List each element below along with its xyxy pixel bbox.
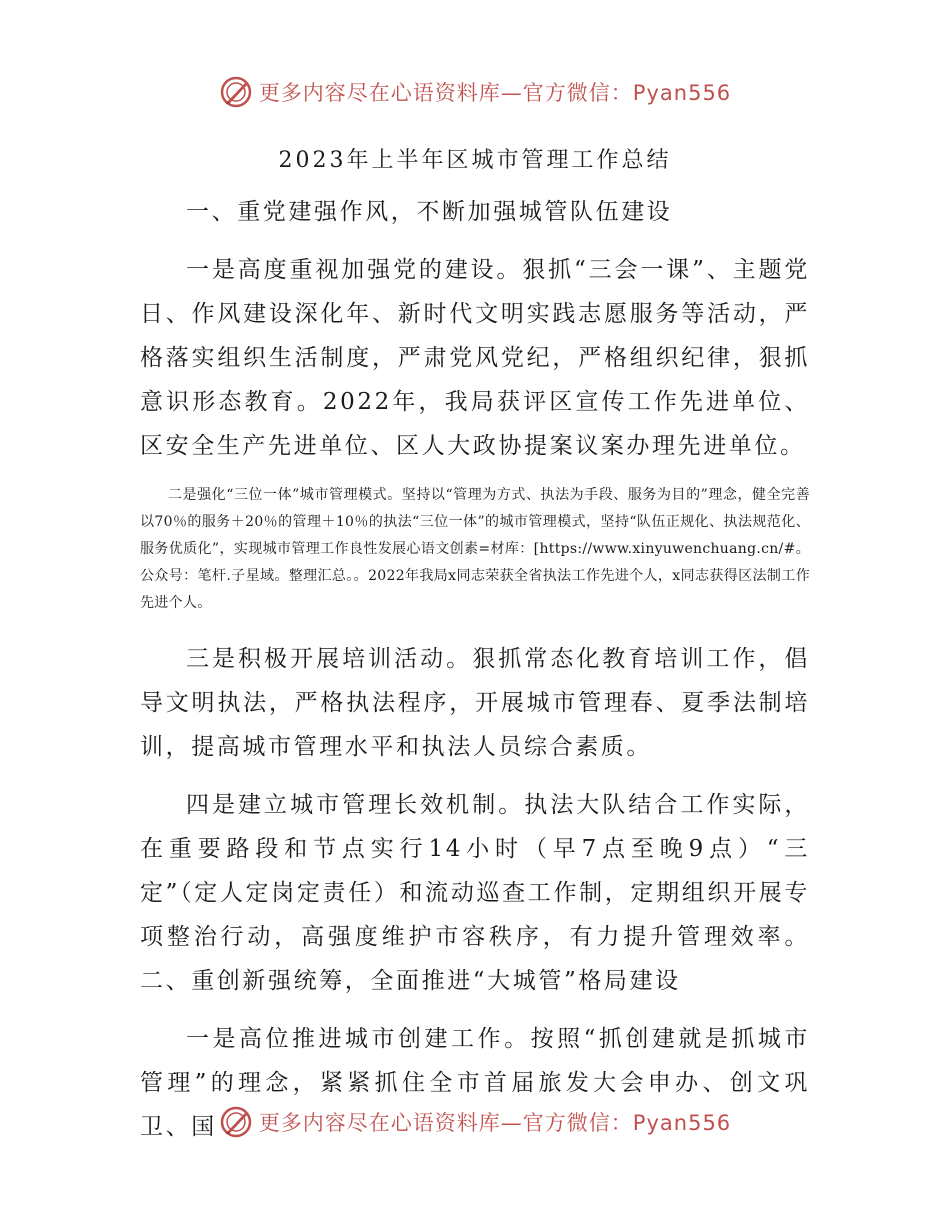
footer-banner xyxy=(0,1100,950,1144)
document-title: 2023年上半年区城市管理工作总结 xyxy=(278,148,672,173)
pen-circle-logo-icon xyxy=(219,75,253,109)
pen-circle-logo-icon xyxy=(219,1105,253,1139)
section-heading: 一、重党建强作风，不断加强城管队伍建设 xyxy=(186,199,673,225)
document-body xyxy=(140,190,810,1163)
paragraph-3: 三是积极开展培训活动。狠抓常态化教育培训工作，倡导文明执法，严格执法程序，开展城市管理春、夏季法制培训，提高城市管理水平和执法人员综合素质。 xyxy=(140,646,810,760)
banner-text: 更多内容尽在心语资料库—官方微信：Pyan556 xyxy=(258,1111,732,1135)
paragraph-4: 四是建立城市管理长效机制。执法大队结合工作实际，在重要路段和节点实行14小时（早7点至晚9点）“三定”（定人定岗定责任）和流动巡查工作制，定期组织开展专项整治行动，高强度维护市容秩序，有力提升管理效率。二、重创新强统筹，全面推进“大城管”格局建设 xyxy=(140,792,810,994)
paragraph-2: 二是强化“三位一体”城市管理模式。坚持以“管理为方式、执法为手段、服务为目的”理念，健全完善以70％的服务＋20％的管理＋10％的执法“三位一体”的城市管理模式，坚持“队伍正规化、执法规范化、服务优质化”，实现城市管理工作良性发展心语文创素=材库：[https://www.xinyuwenchuang.cn/#。公众号：笔杆.子星域。整理汇总。。2022年我局x同志荣获全省执法工作先进个人，x同志获得区法制工作先进个人。 xyxy=(140,487,810,611)
header-banner xyxy=(0,70,950,114)
banner-text: 更多内容尽在心语资料库—官方微信：Pyan556 xyxy=(258,81,732,105)
paragraph-5: 一是高位推进城市创建工作。按照“抓创建就是抓城市管理”的理念，紧紧抓住全市首届旅发大会申办、创文巩卫、国 xyxy=(140,1026,810,1140)
paragraph-1: 一是高度重视加强党的建设。狠抓“三会一课”、主题党日、作风建设深化年、新时代文明实践志愿服务等活动，严格落实组织生活制度，严肃党风党纪，严格组织纪律，狠抓意识形态教育。2022年，我局获评区宣传工作先进单位、区安全生产先进单位、区人大政协提案议案办理先进单位。 xyxy=(140,257,810,459)
